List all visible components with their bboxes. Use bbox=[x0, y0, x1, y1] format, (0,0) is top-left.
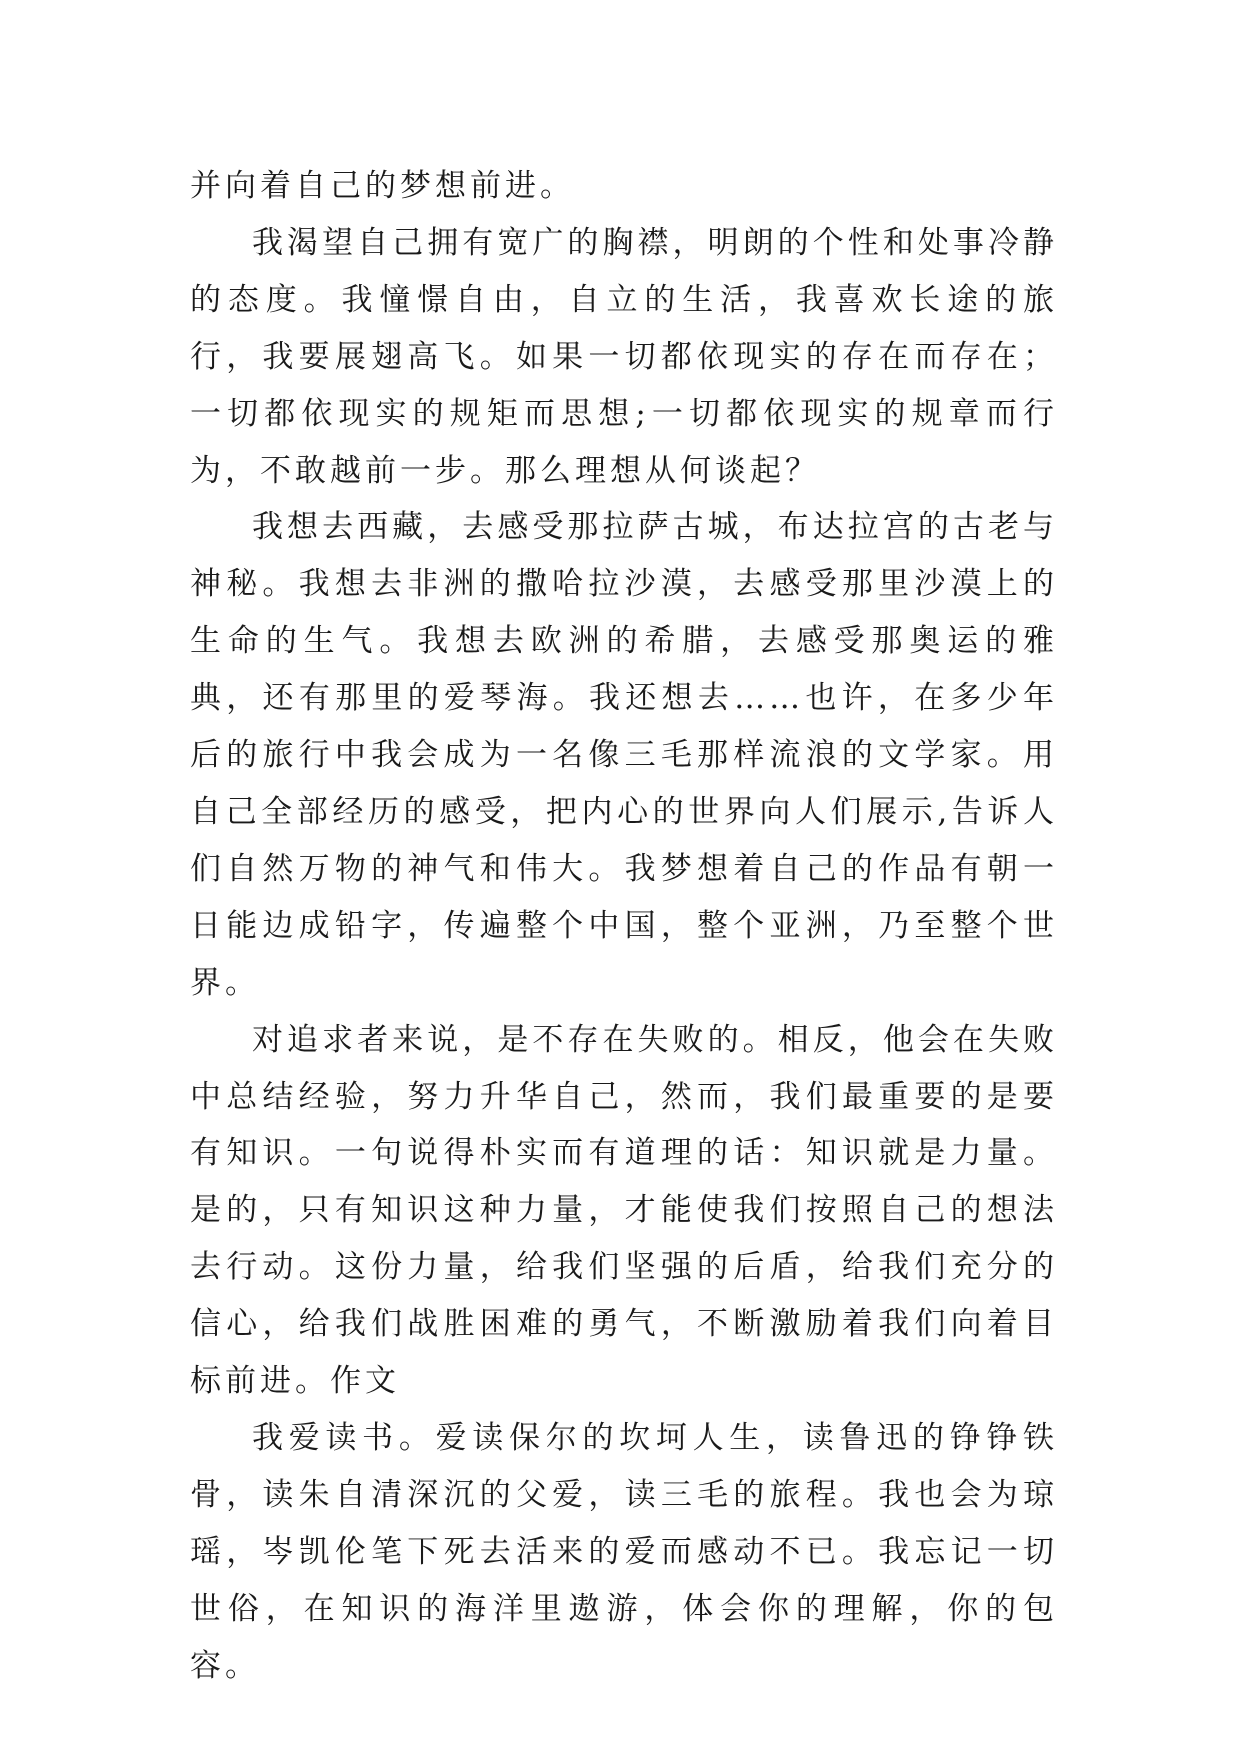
paragraph: 对追求者来说，是不存在失败的。相反，他会在失败中总结经验，努力升华自己，然而，我们最重要的是要有知识。一句说得朴实而有道理的话：知识就是力量。是的，只有知识这种力量，才能使我们按照自己的想法去行动。这份力量，给我们坚强的后盾，给我们充分的信心，给我们战胜困难的勇气，不断激励着我们向着目标前进。作文 bbox=[190, 1021, 1058, 1400]
paragraph: 我想去西藏，去感受那拉萨古城，布达拉宫的古老与神秘。我想去非洲的撒哈拉沙漠，去感受那里沙漠上的生命的生气。我想去欧洲的希腊，去感受那奥运的雅典，还有那里的爱琴海。我还想去……也许，在多少年后的旅行中我会成为一名像三毛那样流浪的文学家。用自己全部经历的感受，把内心的世界向人们展示,告诉人们自然万物的神气和伟大。我梦想着自己的作品有朝一日能边成铅字，传遍整个中国，整个亚洲，乃至整个世界。 bbox=[190, 509, 1058, 1001]
paragraph: 我渴望自己拥有宽广的胸襟，明朗的个性和处事冷静的态度。我憧憬自由，自立的生活，我喜欢长途的旅行，我要展翅高飞。如果一切都依现实的存在而存在；一切都依现实的规矩而思想;一切都依现实的规章而行为，不敢越前一步。那么理想从何谈起？ bbox=[190, 224, 1058, 489]
paragraph: 我爱读书。爱读保尔的坎坷人生，读鲁迅的铮铮铁骨，读朱自清深沉的父爱，读三毛的旅程。我也会为琼瑶，岑凯伦笔下死去活来的爱而感动不已。我忘记一切世俗，在知识的海洋里遨游，体会你的理解，你的包容。 bbox=[190, 1419, 1058, 1684]
paragraph: 并向着自己的梦想前进。 bbox=[190, 168, 575, 204]
document-body bbox=[190, 158, 1058, 1694]
